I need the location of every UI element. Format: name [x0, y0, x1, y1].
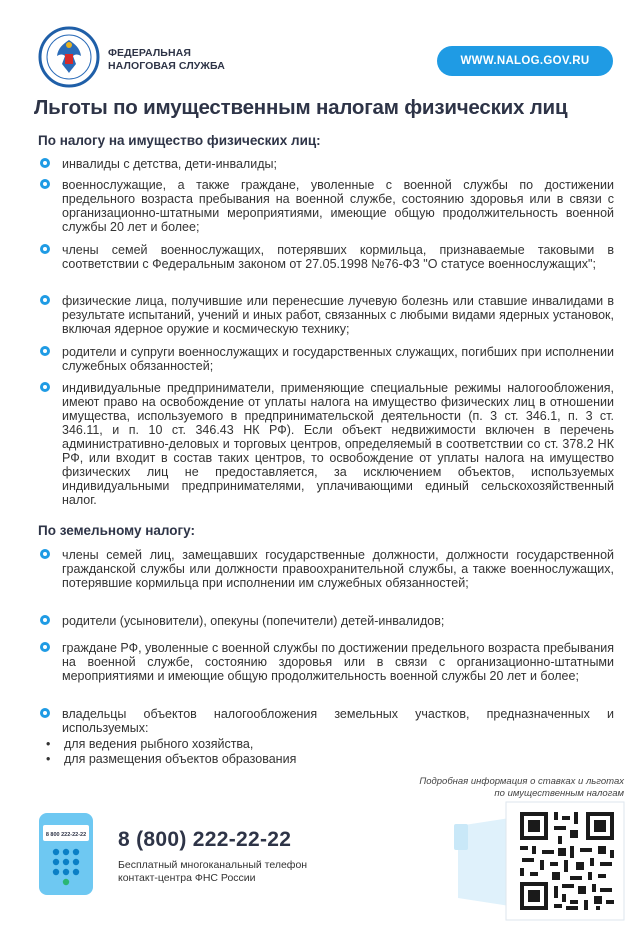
list-item [38, 548, 614, 590]
list-item-text: владельцы объектов налогообложения земельных участков, предназначенных и используемых: [62, 707, 614, 735]
bullet-dot-icon [39, 381, 51, 393]
hotline-description [118, 859, 307, 885]
qr-note-line2: по имущественным налогам [494, 788, 624, 799]
bullet-dot-icon [39, 294, 51, 306]
bullet-dot-icon [39, 157, 51, 169]
bullet-dot-icon [39, 548, 51, 560]
page-title: Льготы по имущественным налогам физических лиц [34, 96, 568, 119]
list-item-text: инвалиды с детства, дети-инвалиды; [62, 157, 277, 171]
list-item-text: родители (усыновители), опекуны (попечители) детей-инвалидов; [62, 614, 445, 628]
list-item-text: граждане РФ, уволенные с военной службы по достижении предельного возраста пребывания на военной службе, состоянию здоровья или в связи с организационно-штатными мероприятиями и имеющие общую продолжительность военной службы 20 лет и более; [62, 641, 614, 683]
header [0, 0, 644, 96]
bullet-dot-icon [39, 345, 51, 357]
bullet-dot-icon [39, 641, 51, 653]
land-tax-heading: По земельному налогу: [38, 523, 195, 538]
website-link-button[interactable]: WWW.NALOG.GOV.RU [437, 46, 613, 76]
list-item [38, 157, 614, 171]
sub-list-item: • для ведения рыбного хозяйства, [46, 737, 296, 752]
list-item [38, 294, 614, 336]
property-tax-heading: По налогу на имущество физических лиц: [38, 133, 321, 148]
bullet-dot-icon [39, 614, 51, 626]
qr-code-icon[interactable] [450, 796, 628, 924]
list-item [38, 381, 614, 507]
hotline-number[interactable]: 8 (800) 222-22-22 [118, 828, 292, 851]
list-item [38, 614, 614, 628]
list-item [38, 345, 614, 373]
org-name-line2: НАЛОГОВАЯ СЛУЖБА [108, 60, 225, 72]
bullet-dot-icon [39, 243, 51, 255]
phone-screen-text: 8 800 222-22-22 [45, 832, 87, 838]
list-item-text: индивидуальные предприниматели, применяющие специальные режимы налогообложения, имеют право на освобождение от уплаты налога на имущество физических лиц в отношении имущества, используемого в предпринимательской деятельности (п. 3 ст. 346.1, п. 3 ст. 346.11, и п. 10 ст. 346.43 НК РФ). Если объект недвижимости включен в перечень административно-деловых и торговых центров, определяемый в соответствии со ст. 378.2 НК РФ, или входит в состав таких центров, то освобождение от уплаты налога на имущество физических лиц не предоставляется, за исключением объектов, используемых индивидуальными предпринимателями, уплачивающими единый сельскохозяйственный налог. [62, 381, 614, 507]
list-item-text: члены семей лиц, замещавших государственные должности, должности государственной гражданской службы или должности правоохранительной службы, а также военнослужащих, потерявшие кормильца при исполнении им служебных обязанностей; [62, 548, 614, 590]
list-item-text: физические лица, получившие или перенесшие лучевую болезнь или ставшие инвалидами в результате испытаний, учений и иных работ, связанных с любыми видами ядерных установок, включая ядерное оружие и космическую технику; [62, 294, 614, 336]
list-item-text: члены семей военнослужащих, потерявших кормильца, признаваемые таковыми в соответствии с Федеральным законом от 27.05.1998 №76-ФЗ "О статусе военнослужащих"; [62, 243, 614, 271]
qr-note-line1: Подробная информация о ставках и льготах [419, 776, 624, 787]
bullet-dot-icon [39, 707, 51, 719]
sub-list-item: • для размещения объектов образования [46, 752, 296, 767]
hotline-description-line1: Бесплатный многоканальный телефон [118, 859, 308, 871]
list-item [38, 707, 614, 735]
list-item [38, 178, 614, 234]
list-item-text: родители и супруги военнослужащих и государственных служащих, погибших при исполнении служебных обязанностей; [62, 345, 614, 373]
land-tax-sublist [46, 737, 296, 767]
org-name-line1: ФЕДЕРАЛЬНАЯ [108, 47, 191, 59]
org-name [108, 47, 225, 73]
hotline-description-line2: контакт-центра ФНС России [118, 872, 256, 884]
bullet-dot-icon [39, 178, 51, 190]
list-item [38, 641, 614, 683]
fns-emblem-icon [38, 26, 100, 88]
list-item-text: военнослужащие, а также граждане, уволенные с военной службы по достижении предельного возраста пребывания на военной службе, состоянию здоровья или в связи с организационно-штатными мероприятиями, имеющие общую продолжительность военной службы 20 лет и более; [62, 178, 614, 234]
phone-icon [38, 812, 94, 896]
list-item [38, 243, 614, 271]
